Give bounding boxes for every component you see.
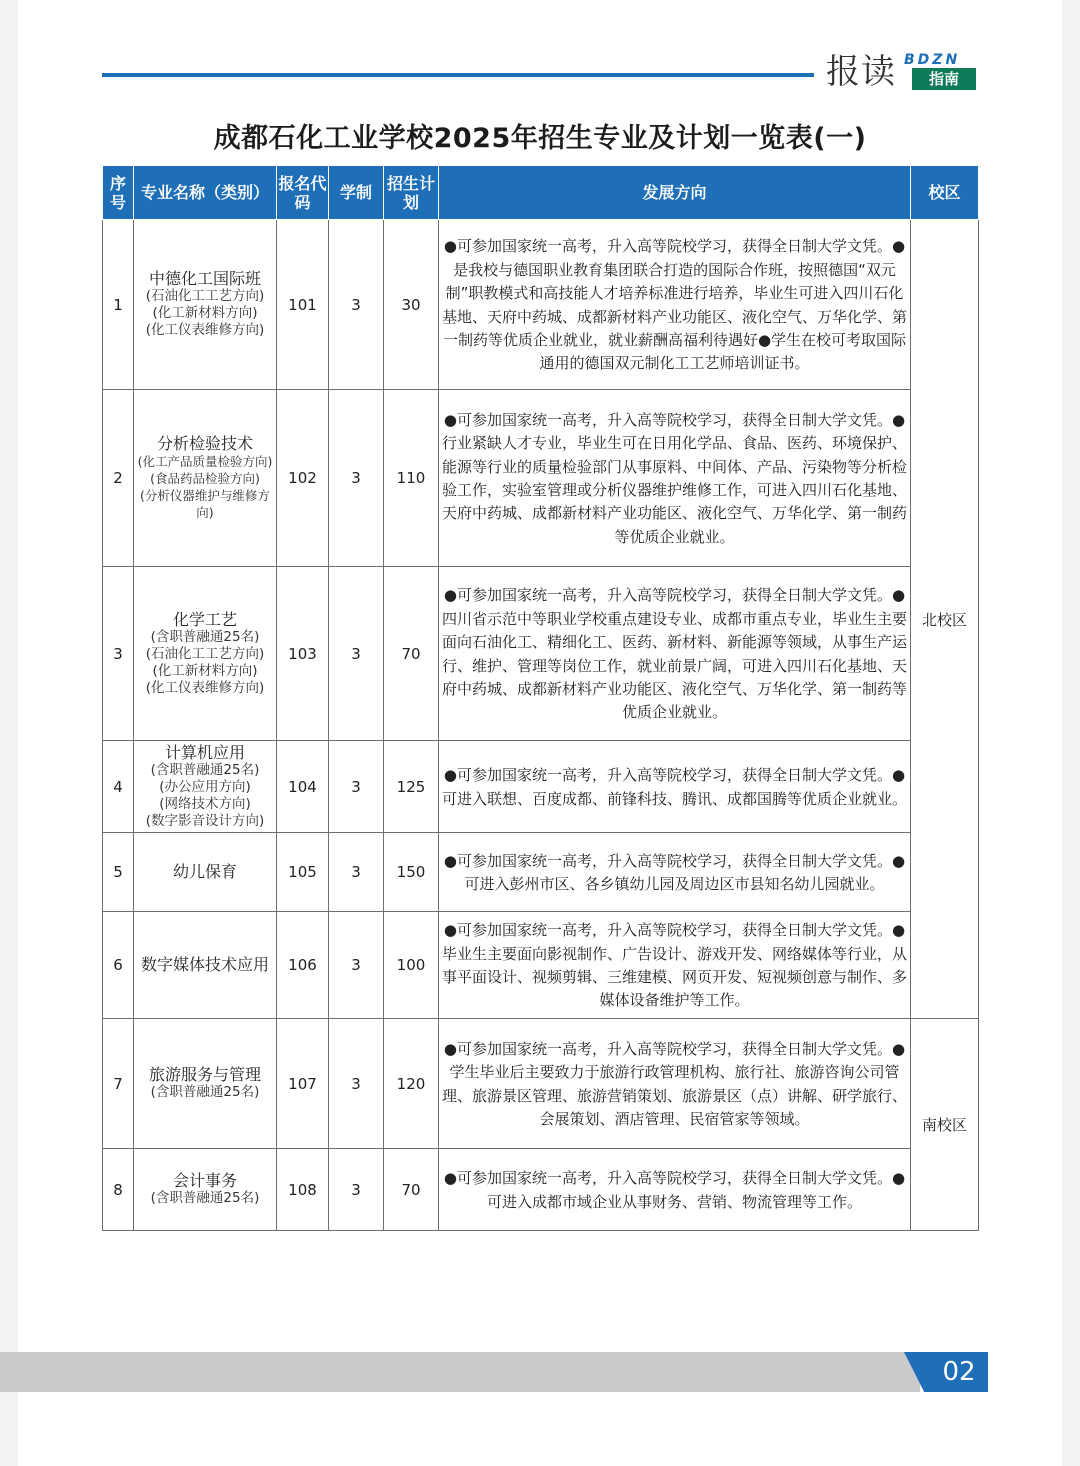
header-years: 学制	[329, 166, 384, 220]
major-sub: (石油化工工艺方向)	[145, 645, 265, 662]
page-number: 02	[942, 1357, 976, 1387]
major-title: 会计事务	[172, 1171, 237, 1190]
major-sub: (食品药品检验方向)	[150, 471, 260, 486]
major-sub: (含职普融通25名)	[150, 761, 260, 778]
major-sub: (化工仪表维修方向)	[145, 679, 265, 696]
major-plan: 150	[384, 833, 439, 912]
major-plan: 70	[384, 1149, 439, 1231]
major-direction	[439, 220, 911, 390]
table-row	[103, 220, 979, 390]
campus-south: 南校区	[911, 1019, 979, 1231]
major-years: 3	[329, 220, 384, 390]
major-code: 108	[277, 1149, 329, 1231]
major-name	[134, 912, 277, 1019]
major-years: 3	[329, 567, 384, 741]
row-no: 4	[103, 741, 134, 833]
table-row	[103, 567, 979, 741]
table-row	[103, 833, 979, 912]
page-title: 成都石化工业学校2025年招生专业及计划一览表(一)	[213, 123, 867, 154]
major-name	[134, 1149, 277, 1231]
major-sub: (办公应用方向)	[159, 778, 251, 795]
table-header-row	[103, 166, 979, 220]
major-plan: 100	[384, 912, 439, 1019]
major-title: 数字媒体技术应用	[140, 955, 269, 974]
direction-text: ●可参加国家统一高考，升入高等院校学习，获得全日制大学文凭。●行业紧缺人才专业，毕业生可在日用化学品、食品、医药、环境保护、能源等行业的质量检验部门从事原料、中间体、产品、污染物等分析检验工作，实验室管理或分析仪器维护维修工作，可进入四川石化基地、天府中药城、成都新材料产业功能区、液化空气、万华化学、第一制药等优质企业就业。	[441, 410, 907, 546]
major-plan: 110	[384, 390, 439, 567]
major-code: 104	[277, 741, 329, 833]
row-no: 1	[103, 220, 134, 390]
major-years: 3	[329, 833, 384, 912]
direction-text: ●可参加国家统一高考，升入高等院校学习，获得全日制大学文凭。●可进入彭州市区、各乡镇幼儿园及周边区市县知名幼儿园就业。	[443, 851, 906, 893]
major-plan: 120	[384, 1019, 439, 1149]
direction-text: ●可参加国家统一高考，升入高等院校学习，获得全日制大学文凭。●学生毕业后主要致力于旅游行政管理机构、旅行社、旅游咨询公司管理、旅游景区管理、旅游营销策划、旅游景区（点）讲解、研学旅行、会展策划、酒店管理、民宿管家等领域。	[441, 1039, 907, 1128]
direction-text: ●可参加国家统一高考，升入高等院校学习，获得全日制大学文凭。●可进入成都市域企业从事财务、营销、物流管理等工作。	[443, 1169, 906, 1211]
major-name	[134, 567, 277, 741]
header-campus: 校区	[911, 166, 979, 220]
major-sub: (网络技术方向)	[159, 795, 251, 812]
major-code: 103	[277, 567, 329, 741]
major-sub: (含职普融通25名)	[150, 628, 260, 645]
major-name	[134, 390, 277, 567]
major-sub: (化工新材料方向)	[152, 305, 258, 321]
table-row	[103, 1149, 979, 1231]
major-direction	[439, 833, 911, 912]
major-sub: (化工产品质量检验方向)	[137, 454, 273, 469]
direction-text: ●可参加国家统一高考，升入高等院校学习，获得全日制大学文凭。●是我校与德国职业教育集团联合打造的国际合作班，按照德国“双元制”职教模式和高技能人才培养标准进行培养，毕业生可进入四川石化基地、天府中药城、成都新材料产业功能区、液化空气、万华化学、第一制药等优质企业就业，就业薪酬高福利待遇好●学生在校可考取国际通用的德国双元制化工工艺师培训证书。	[441, 237, 907, 373]
major-years: 3	[329, 1149, 384, 1231]
brand-guide-badge: 指南	[912, 68, 976, 90]
row-no: 8	[103, 1149, 134, 1231]
major-direction	[439, 390, 911, 567]
row-no: 5	[103, 833, 134, 912]
header-name: 专业名称（类别）	[134, 166, 277, 220]
major-name	[134, 833, 277, 912]
major-direction	[439, 1019, 911, 1149]
major-sub: (石油化工工艺方向)	[145, 288, 265, 304]
major-sub: (化工新材料方向)	[152, 662, 258, 679]
major-direction	[439, 1149, 911, 1231]
header-no: 序号	[103, 166, 134, 220]
table-row	[103, 390, 979, 567]
campus-north: 北校区	[911, 220, 979, 1019]
brand-name: 报读	[826, 52, 896, 92]
table-row	[103, 1019, 979, 1149]
header-plan: 招生计划	[384, 166, 439, 220]
major-years: 3	[329, 741, 384, 833]
enrollment-table	[102, 165, 979, 1231]
direction-text: ●可参加国家统一高考，升入高等院校学习，获得全日制大学文凭。●四川省示范中等职业学校重点建设专业、成都市重点专业，毕业生主要面向石油化工、精细化工、医药、新材料、新能源等领域，从事生产运行、维护、管理等岗位工作，就业前景广阔，可进入四川石化基地、天府中药城、成都新材料产业功能区、液化空气、万华化学、第一制药等优质企业就业。	[441, 586, 907, 722]
major-name	[134, 741, 277, 833]
major-direction	[439, 567, 911, 741]
table-row	[103, 741, 979, 833]
major-direction	[439, 741, 911, 833]
major-code: 106	[277, 912, 329, 1019]
major-plan: 30	[384, 220, 439, 390]
major-direction	[439, 912, 911, 1019]
major-name	[134, 1019, 277, 1149]
brand-abbrev: BDZN	[904, 52, 961, 68]
major-plan: 70	[384, 567, 439, 741]
table-row	[103, 912, 979, 1019]
major-code: 107	[277, 1019, 329, 1149]
major-years: 3	[329, 912, 384, 1019]
direction-text: ●可参加国家统一高考，升入高等院校学习，获得全日制大学文凭。●毕业生主要面向影视制作、广告设计、游戏开发、网络媒体等行业，从事平面设计、视频剪辑、三维建模、网页开发、短视频创意与制作、多媒体设备维护等工作。	[441, 921, 907, 1010]
major-sub: (含职普融通25名)	[150, 1190, 260, 1206]
row-no: 3	[103, 567, 134, 741]
major-years: 3	[329, 390, 384, 567]
major-sub: (含职普融通25名)	[150, 1084, 260, 1100]
major-title: 中德化工国际班	[148, 269, 261, 288]
major-sub: (数字影音设计方向)	[145, 812, 265, 829]
major-title: 化学工艺	[172, 609, 237, 629]
header-direction: 发展方向	[439, 166, 911, 220]
major-code: 105	[277, 833, 329, 912]
header-rule	[102, 73, 814, 77]
major-years: 3	[329, 1019, 384, 1149]
footer-bar	[0, 1352, 920, 1392]
major-sub: (分析仪器维护与维修方向)	[140, 488, 270, 520]
major-sub: (化工仪表维修方向)	[145, 322, 265, 338]
major-plan: 125	[384, 741, 439, 833]
major-title: 计算机应用	[164, 742, 245, 762]
row-no: 7	[103, 1019, 134, 1149]
major-title: 幼儿保育	[172, 862, 237, 881]
major-title: 旅游服务与管理	[148, 1065, 261, 1084]
brand-logo	[826, 50, 986, 94]
major-title: 分析检验技术	[156, 434, 253, 453]
row-no: 2	[103, 390, 134, 567]
header-code: 报名代码	[277, 166, 329, 220]
row-no: 6	[103, 912, 134, 1019]
major-name	[134, 220, 277, 390]
major-code: 101	[277, 220, 329, 390]
direction-text: ●可参加国家统一高考，升入高等院校学习，获得全日制大学文凭。●可进入联想、百度成都、前锋科技、腾讯、成都国腾等优质企业就业。	[441, 766, 907, 808]
major-code: 102	[277, 390, 329, 567]
